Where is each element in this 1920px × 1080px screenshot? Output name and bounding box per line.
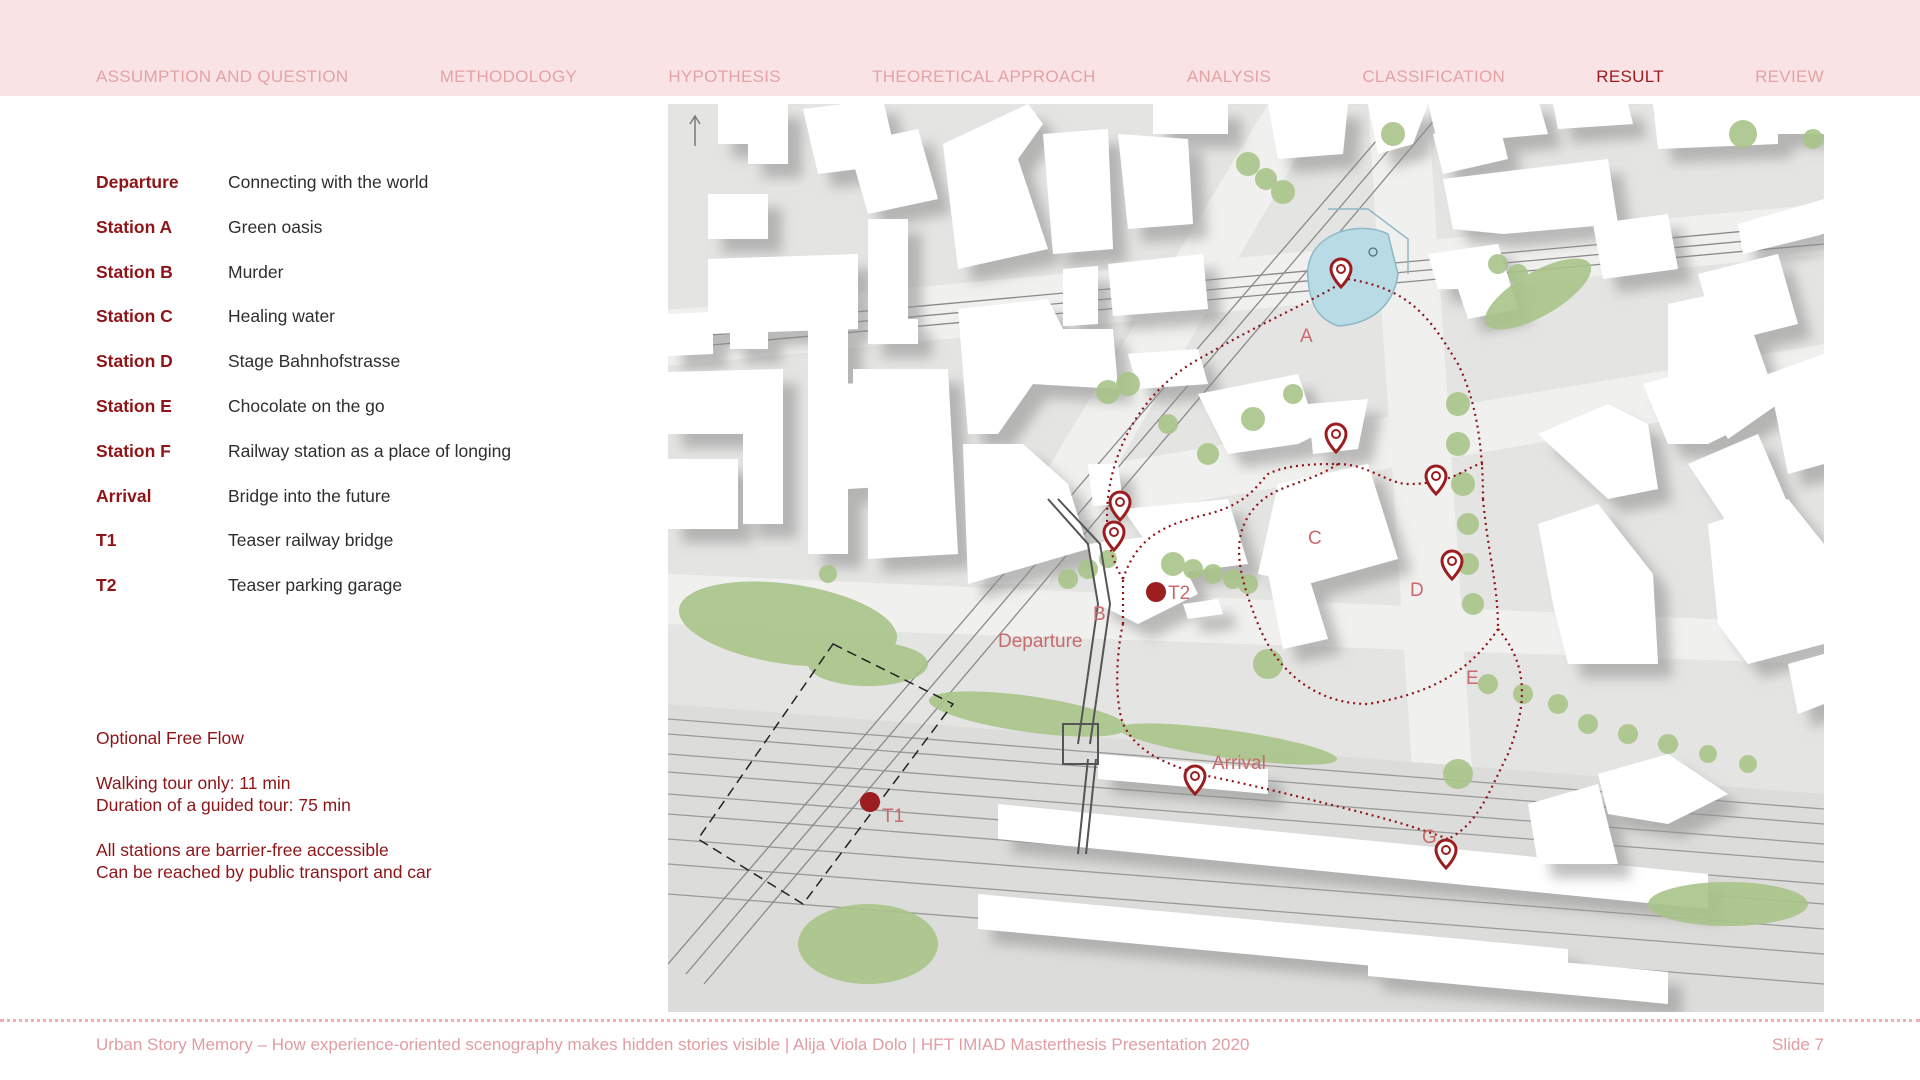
t2-dot[interactable]: [1146, 582, 1166, 602]
legend-key: Station F: [96, 440, 171, 461]
legend-key: Station E: [96, 395, 172, 416]
section-navigation: [96, 64, 1824, 90]
legend-row-arrival: [96, 486, 616, 531]
legend-key: Departure: [96, 172, 179, 192]
legend-row-station-c: [96, 306, 616, 351]
accessibility-note: All stations are barrier-free accessible: [96, 839, 389, 860]
t1-dot[interactable]: [860, 792, 880, 812]
legend-row-t2: [96, 575, 616, 620]
legend-key: Station B: [96, 261, 173, 282]
legend-value: Chocolate on the go: [228, 395, 385, 416]
nav-item-classification[interactable]: CLASSIFICATION: [1362, 67, 1506, 86]
legend-row-t1: [96, 530, 616, 575]
legend-row-station-b: [96, 262, 616, 307]
walking-time-note: Walking tour only: 11 min: [96, 772, 291, 793]
label-station-b: B: [1093, 604, 1106, 625]
label-station-d: D: [1410, 580, 1424, 601]
legend-row-station-a: [96, 217, 616, 262]
tour-notes: [96, 727, 656, 884]
legend-row-departure: [96, 172, 616, 217]
nav-item-review[interactable]: REVIEW: [1755, 67, 1824, 86]
site-map: [668, 104, 1824, 1012]
label-t2: T2: [1168, 583, 1191, 604]
nav-item-hypothesis[interactable]: HYPOTHESIS: [668, 67, 781, 86]
slide-number: Slide 7: [1772, 1035, 1824, 1054]
transport-note: Can be reached by public transport and car: [96, 862, 432, 882]
legend-key: T2: [96, 575, 117, 596]
legend-key: Station A: [96, 216, 173, 237]
legend-value: Railway station as a place of longing: [228, 440, 512, 461]
label-t1: T1: [882, 806, 905, 827]
label-station-a: A: [1300, 326, 1313, 347]
legend-row-station-e: [96, 396, 616, 441]
legend-key: Station D: [96, 351, 173, 372]
footer-credit: Urban Story Memory – How experience-oriented scenography makes hidden stories visible | Alija Viola Dolo | HFT IMIAD Masterthesis Presentation 2020: [96, 1035, 1250, 1054]
nav-item-result[interactable]: RESULT: [1596, 67, 1664, 86]
legend-value: Bridge into the future: [228, 485, 391, 506]
label-arrival: Arrival: [1212, 753, 1266, 774]
legend-value: Teaser parking garage: [228, 575, 403, 596]
nav-item-theoretical-approach[interactable]: THEORETICAL APPROACH: [872, 67, 1096, 86]
station-legend: [96, 172, 616, 620]
label-station-c: C: [1308, 528, 1322, 549]
legend-value: Healing water: [228, 306, 335, 327]
legend-value: Murder: [228, 261, 284, 282]
label-departure: Departure: [998, 631, 1083, 652]
free-flow-note: Optional Free Flow: [96, 728, 244, 748]
legend-value: Teaser railway bridge: [228, 530, 394, 551]
legend-key: Station C: [96, 306, 173, 327]
legend-key: T1: [96, 530, 117, 551]
legend-row-station-f: [96, 441, 616, 486]
footer-divider: [0, 1019, 1920, 1022]
nav-item-assumption[interactable]: ASSUMPTION AND QUESTION: [96, 67, 349, 86]
label-station-e: E: [1466, 668, 1479, 689]
legend-value: Green oasis: [228, 216, 323, 237]
legend-value: Stage Bahnhofstrasse: [228, 351, 401, 372]
guided-time-note: Duration of a guided tour: 75 min: [96, 795, 351, 815]
nav-item-analysis[interactable]: ANALYSIS: [1186, 67, 1272, 86]
nav-item-methodology[interactable]: METHODOLOGY: [439, 67, 578, 86]
legend-row-station-d: [96, 351, 616, 396]
legend-value: Connecting with the world: [228, 172, 429, 192]
legend-key: Arrival: [96, 485, 152, 506]
label-station-g: G: [1422, 827, 1437, 848]
